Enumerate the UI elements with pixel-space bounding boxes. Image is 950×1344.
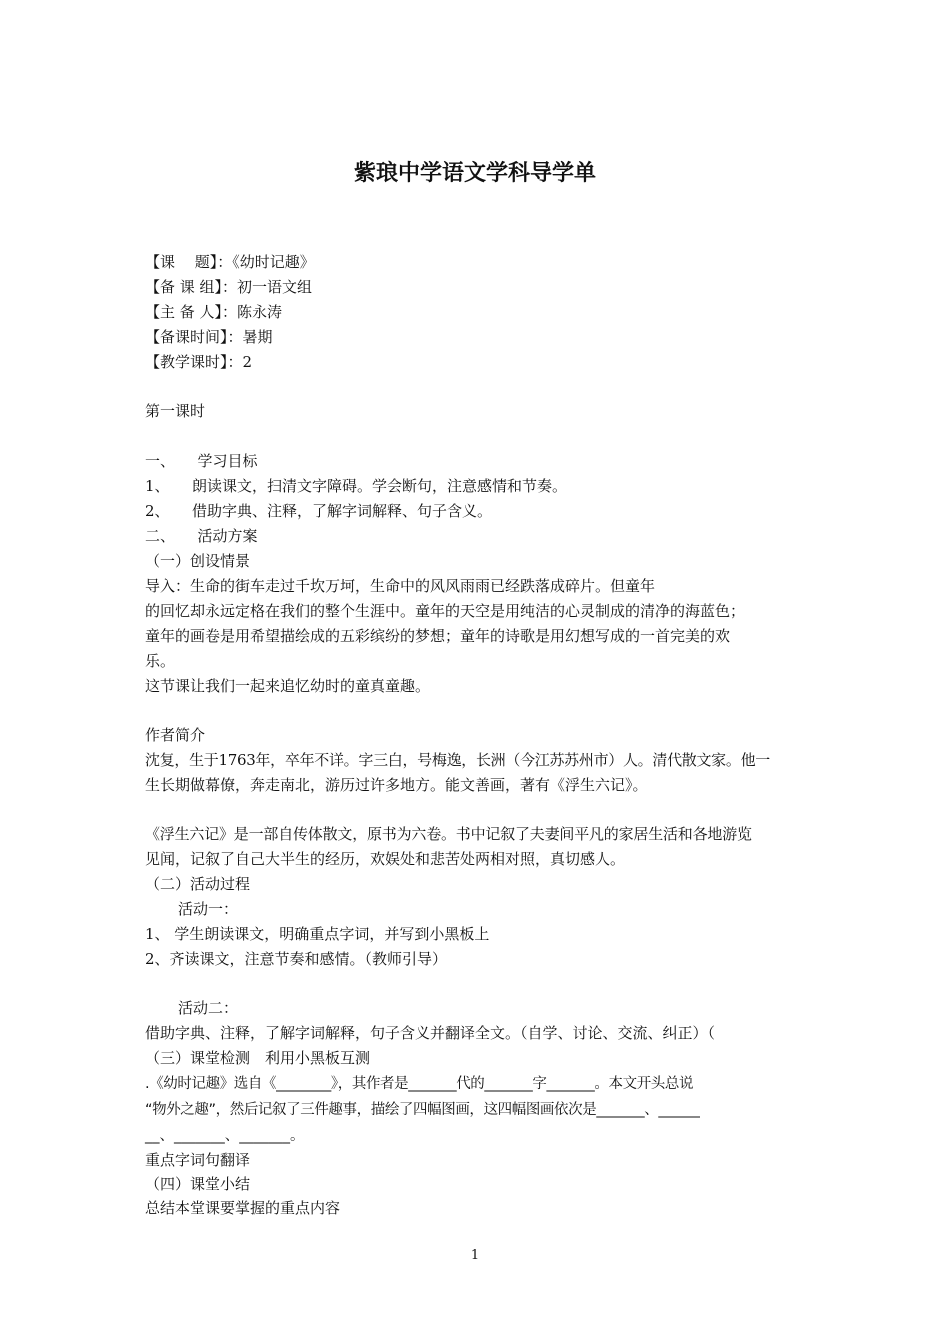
quiz-line: .《幼时记趣》选自《________》，其作者是_______代的_______字_______。本文开头总说 <box>145 1076 694 1092</box>
header-teacher: 【主 备 人】：陈永涛 <box>145 303 283 321</box>
goal-item: 2、 借助字典、注释，了解字词解释、句子含义。 <box>145 502 493 520</box>
intro-paragraph-line: 导入：生命的街车走过千坎万坷，生命中的风风雨雨已经跌落成碎片。但童年 <box>145 577 656 595</box>
activity-item: 1、 学生朗读课文，明确重点字词，并写到小黑板上 <box>145 925 490 943</box>
intro-paragraph-line: 这节课让我们一起来追忆幼时的童真童趣。 <box>145 677 431 695</box>
quiz-line: “物外之趣”，然后记叙了三件趣事，描绘了四幅图画，这四幅图画依次是_______、______ <box>145 1102 700 1118</box>
intro-paragraph-line: 童年的画卷是用希望描绘成的五彩缤纷的梦想；童年的诗歌是用幻想写成的一首完美的欢 <box>145 627 731 645</box>
intro-paragraph-line: 的回忆却永远定格在我们的整个生涯中。童年的天空是用纯洁的心灵制成的清净的海蓝色； <box>145 602 746 620</box>
author-paragraph-line: 沈复，生于1763年，卒年不详。字三白，号梅逸，长洲（今江苏苏州市）人。清代散文家。他一 <box>145 751 770 769</box>
author-paragraph-line: 生长期做幕僚，奔走南北，游历过许多地方。能文善画，著有《浮生六记》。 <box>145 776 648 794</box>
section-goals-heading: 一、 学习目标 <box>145 452 258 470</box>
subsection-heading: （三）课堂检测 利用小黑板互测 <box>145 1049 371 1067</box>
activity-heading: 活动一： <box>178 900 239 918</box>
activity-item: 借助字典、注释，了解字词解释，句子含义并翻译全文。（自学、讨论、交流、纠正）（ <box>145 1024 716 1042</box>
summary-text: 总结本堂课要掌握的重点内容 <box>145 1199 341 1217</box>
book-paragraph-line: 见闻，记叙了自己大半生的经历，欢娱处和悲苦处两相对照，真切感人。 <box>145 850 626 868</box>
subsection-heading: （二）活动过程 <box>145 875 251 893</box>
section-plan-heading: 二、 活动方案 <box>145 527 258 545</box>
author-heading: 作者简介 <box>145 726 206 744</box>
subsection-heading: （四）课堂小结 <box>145 1175 251 1193</box>
header-group: 【备 课 组】：初一语文组 <box>145 278 313 296</box>
quiz-line: __、_______、_______。 <box>145 1128 305 1144</box>
activity-item: 2、齐读课文，注意节奏和感情。（教师引导） <box>145 950 448 968</box>
key-phrases-heading: 重点字词句翻译 <box>145 1151 251 1169</box>
intro-paragraph-line: 乐。 <box>145 652 176 670</box>
book-paragraph-line: 《浮生六记》是一部自传体散文，原书为六卷。书中记叙了夫妻间平凡的家居生活和各地游览 <box>145 825 752 843</box>
header-time: 【备课时间】：暑期 <box>145 328 273 346</box>
header-hours: 【教学课时】：2 <box>145 353 253 371</box>
lesson-heading: 第一课时 <box>145 402 206 420</box>
header-topic: 【课 题】：《幼时记趣》 <box>145 253 315 271</box>
subsection-heading: （一）创设情景 <box>145 552 251 570</box>
activity-heading: 活动二： <box>178 999 239 1017</box>
page-number: 1 <box>470 1248 480 1263</box>
goal-item: 1、 朗读课文，扫清文字障碍。学会断句，注意感情和节奏。 <box>145 477 568 495</box>
document-title: 紫琅中学语文学科导学单 <box>353 161 596 186</box>
